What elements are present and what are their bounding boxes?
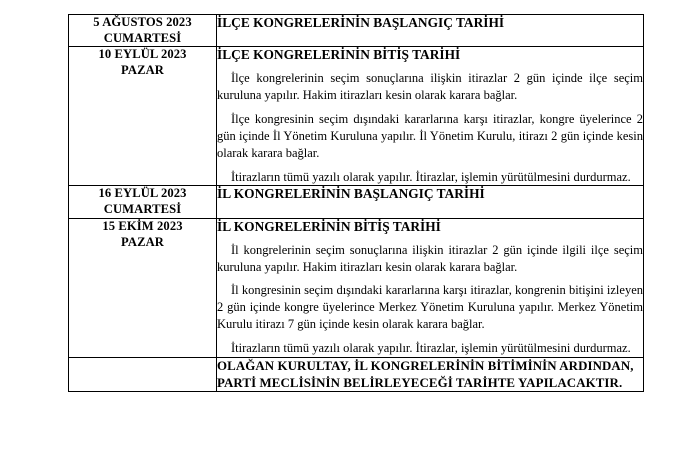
body-cell [217,218,644,357]
footer-line-2: PARTİ MECLİSİNİN BELİRLEYECEĞİ TARİHTE YAPILACAKTIR. [217,375,623,390]
body-cell [217,47,644,186]
row-heading: İL KONGRELERİNİN BAŞLANGIÇ TARİHİ [217,186,485,202]
date-line-1: 10 EYLÜL 2023 [98,47,187,62]
date-cell [69,15,217,47]
date-line-2: PAZAR [121,63,164,78]
table-row [69,186,644,218]
footer-line-1: OLAĞAN KURULTAY, İL KONGRELERİNİN BİTİMİNİN ARDINDAN, [217,358,634,373]
row-paragraph: İtirazların tümü yazılı olarak yapılır. İtirazlar, işlemin yürütülmesini durdurmaz. [231,341,631,356]
date-line-1: 16 EYLÜL 2023 [98,186,187,201]
date-cell [69,218,217,357]
table-row [69,218,644,357]
footer-note-cell [217,357,644,392]
row-paragraph: İl kongresinin seçim dışındaki kararlarına karşı itirazlar, kongrenin bitişini izleyen 2 gün içinde kongre üyelerince Merkez Yönetim Kuruluna yapılır. Merkez Yönetim Kurulu itirazı 7 gün içinde kesin olarak karara bağlar. [217,283,643,332]
row-heading: İLÇE KONGRELERİNİN BİTİŞ TARİHİ [217,47,461,63]
table-row [69,47,644,186]
date-line-2: CUMARTESİ [103,202,182,217]
row-heading: İLÇE KONGRELERİNİN BAŞLANGIÇ TARİHİ [217,15,505,30]
date-cell [69,186,217,218]
row-paragraph: İlçe kongrelerinin seçim sonuçlarına ilişkin itirazlar 2 gün içinde ilçe seçim kuruluna yapılır. Hakim itirazları kesin olarak karara bağlar. [217,71,643,103]
date-line-1: 5 AĞUSTOS 2023 [93,15,192,29]
date-line-1: 15 EKİM 2023 [102,218,183,233]
body-cell [217,15,644,47]
row-paragraph: İl kongrelerinin seçim sonuçlarına ilişkin itirazlar 2 gün içinde ilgili ilçe seçim kuruluna yapılır. Hakim itirazları kesin olarak karara bağlar. [217,242,643,274]
empty-date-cell [69,357,217,392]
row-paragraph: İtirazların tümü yazılı olarak yapılır. İtirazlar, işlemin yürütülmesini durdurmaz. [231,169,631,184]
row-heading: İL KONGRELERİNİN BİTİŞ TARİHİ [217,218,441,234]
table-row [69,15,644,47]
date-cell [69,47,217,186]
date-line-2: CUMARTESİ [103,30,182,45]
body-cell [217,186,644,218]
row-paragraph: İlçe kongresinin seçim dışındaki kararlarına karşı itirazlar, kongre üyelerince 2 gün içinde İl Yönetim Kuruluna yapılır. İl Yönetim Kurulu, itirazı 2 gün içinde kesin olarak karara bağlar. [217,111,643,160]
congress-schedule-table [68,14,644,392]
date-line-2: PAZAR [121,234,164,249]
table-row-footer [69,357,644,392]
